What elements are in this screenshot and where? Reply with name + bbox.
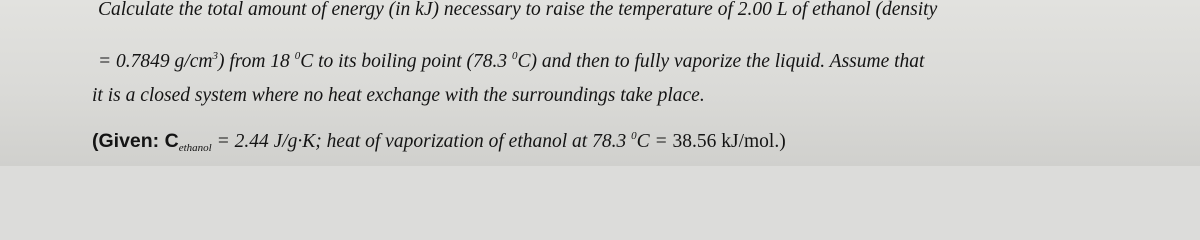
cubic-superscript: 3: [212, 50, 218, 62]
given-text: = 2.44 J/g·K; heat of vaporization of ethanol at 78.3: [211, 131, 632, 152]
c-symbol: C: [164, 130, 179, 152]
given-label: (Given:: [92, 130, 165, 152]
degree-mark-3: 0: [631, 130, 637, 142]
heat-vaporization-value: 38.56 kJ/mol.): [672, 131, 786, 152]
given-line: [92, 124, 786, 160]
line2-text-b: C to its boiling point (78.3: [300, 51, 512, 72]
degree-mark-2: 0: [512, 50, 518, 62]
degree-mark-1: 0: [294, 50, 301, 62]
problem-line-3: it is a closed system where no heat exchange with the surroundings take place.: [92, 85, 705, 106]
problem-line-1: Calculate the total amount of energy (in kJ) necessary to raise the temperature of 2.00 L of ethanol (density: [98, 0, 938, 20]
given-text-b: C =: [636, 131, 673, 152]
line2-text-a: ) from 18: [217, 51, 295, 72]
problem-line-2: [98, 44, 924, 74]
c-subscript: ethanol: [178, 142, 212, 154]
density-value: = 0.7849 g/cm: [98, 51, 213, 72]
line2-text-c: C) and then to fully vaporize the liquid. Assume that: [517, 51, 925, 72]
